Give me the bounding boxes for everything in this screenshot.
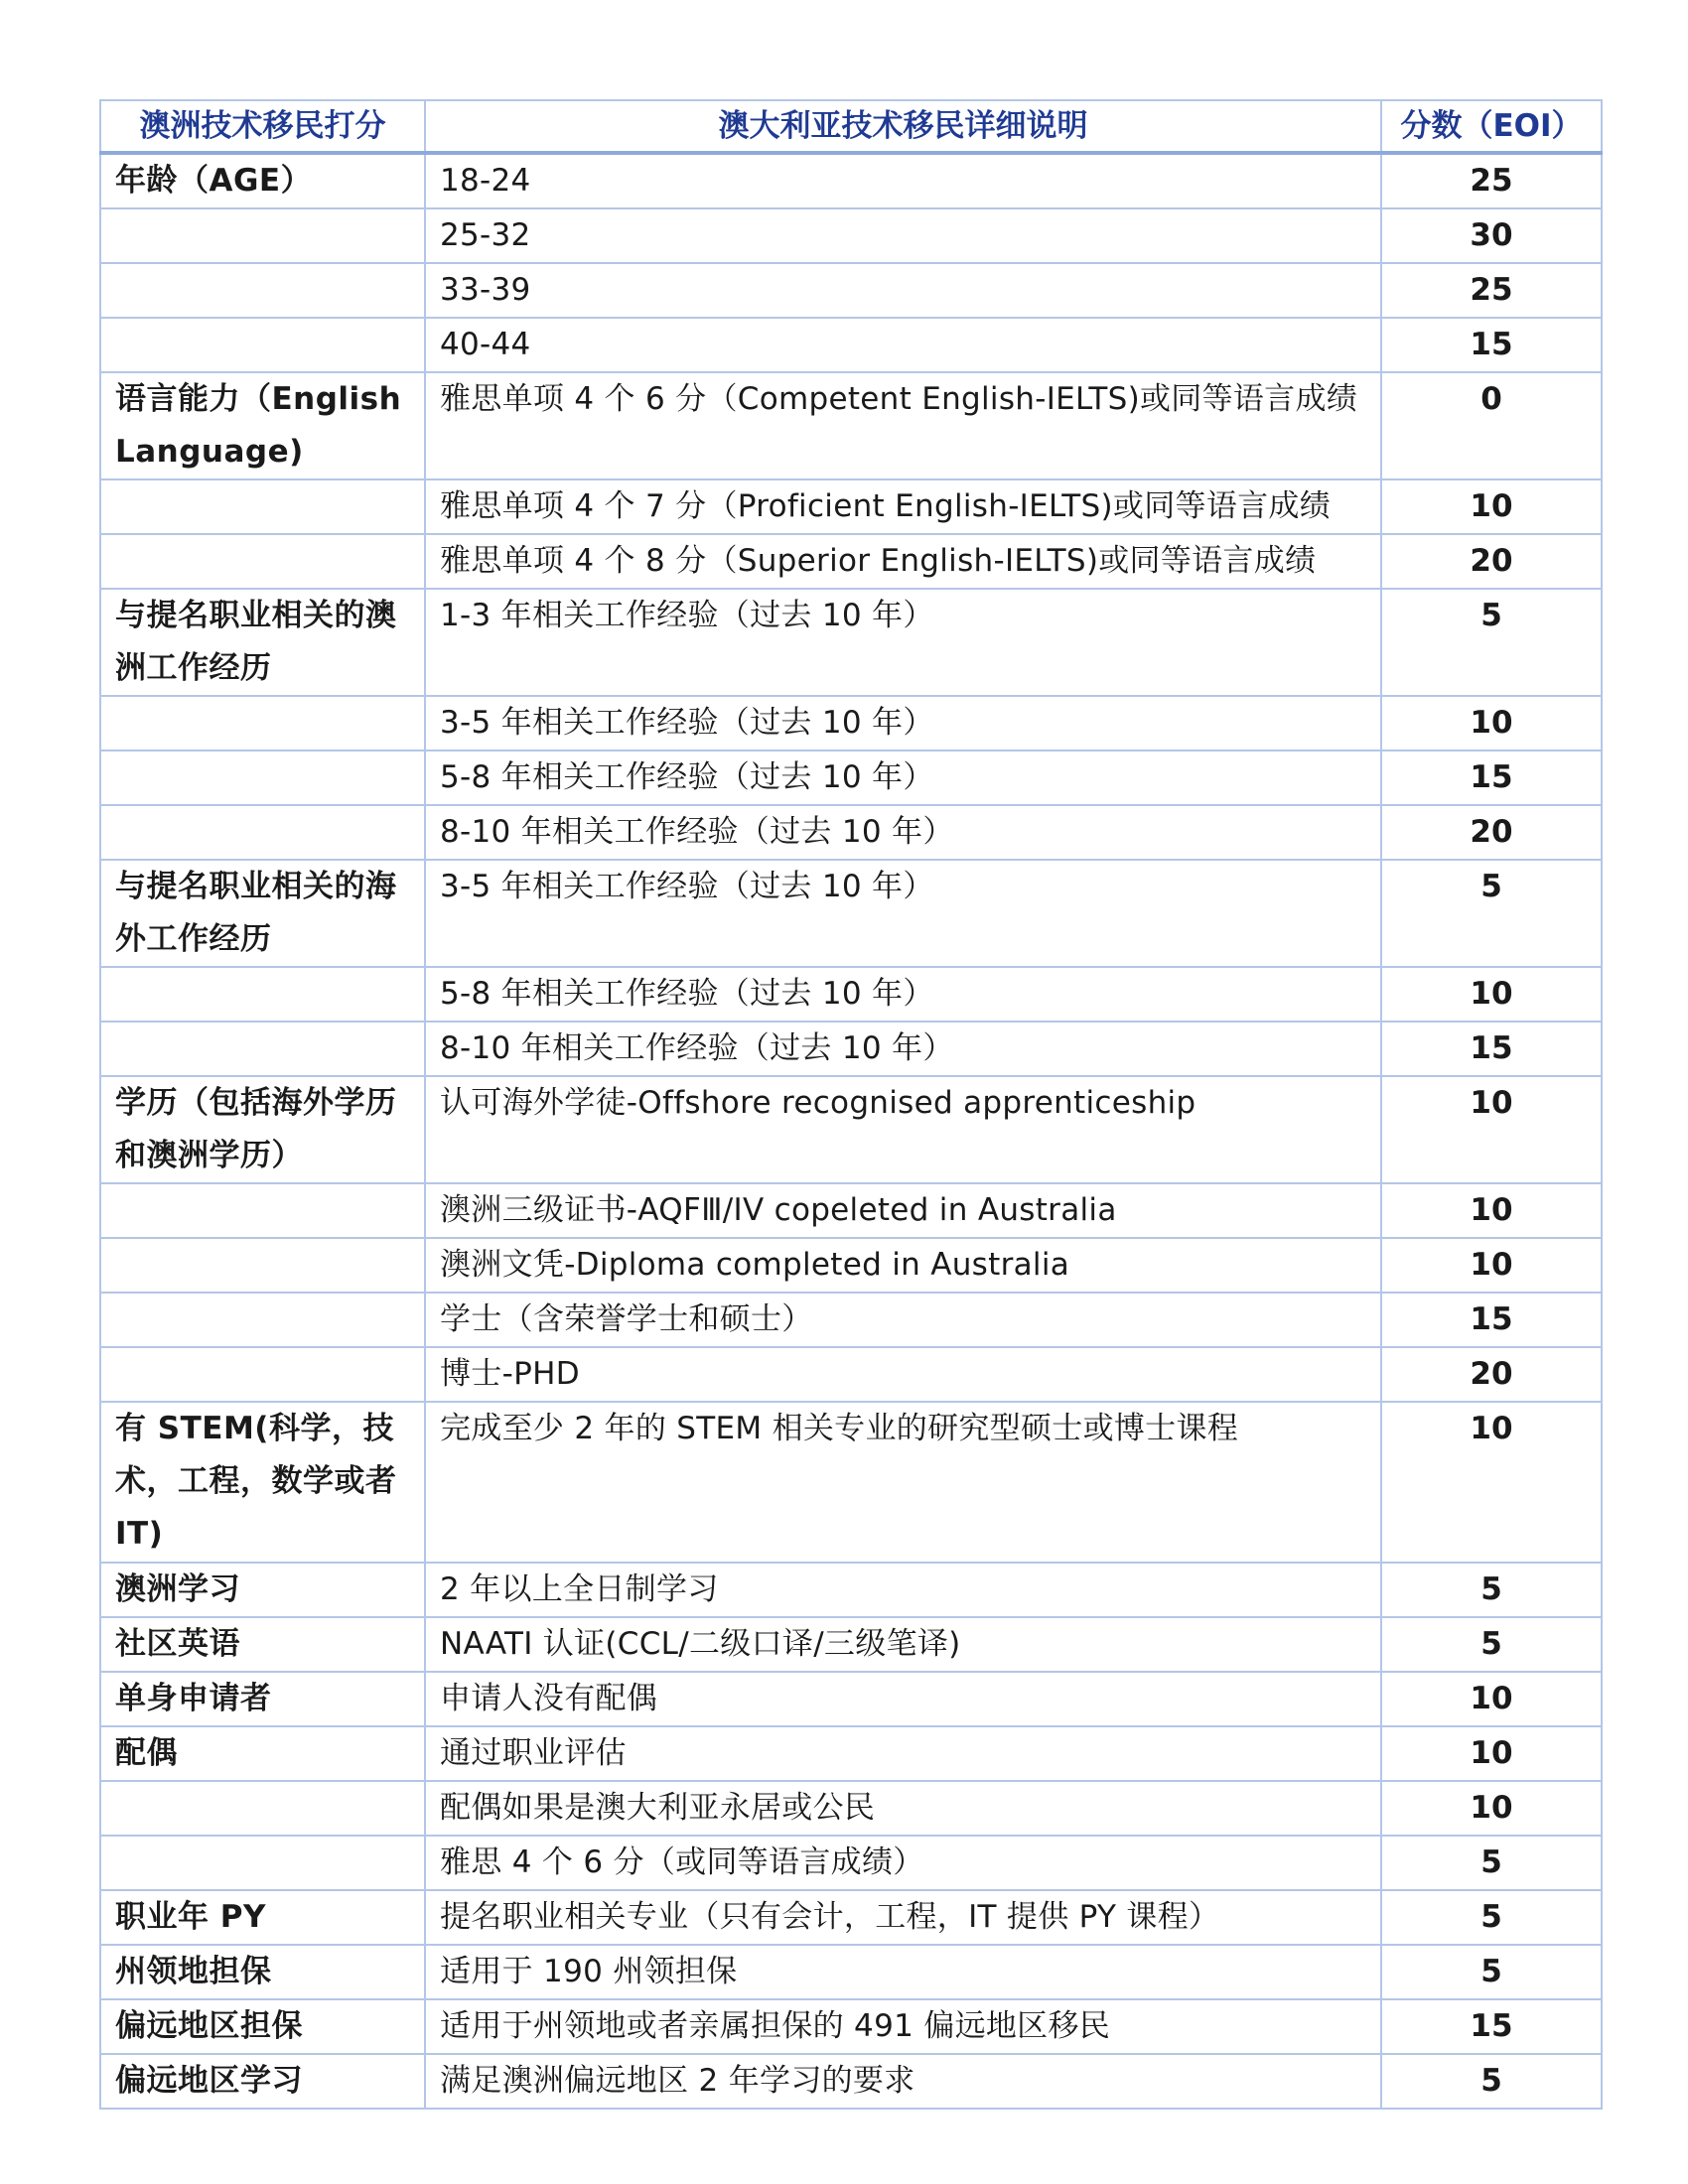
points-cell: 15 xyxy=(1381,1022,1602,1076)
points-cell: 10 xyxy=(1381,1781,1602,1836)
category-cell: 州领地担保 xyxy=(100,1945,425,1999)
points-cell: 20 xyxy=(1381,534,1602,589)
header-row xyxy=(100,100,1602,153)
table-row xyxy=(100,1402,1602,1563)
points-cell: 30 xyxy=(1381,208,1602,263)
description-cell: 1-3 年相关工作经验（过去 10 年） xyxy=(425,589,1381,696)
description-cell: 18-24 xyxy=(425,153,1381,208)
points-cell: 5 xyxy=(1381,2054,1602,2109)
category-cell: 语言能力（English Language) xyxy=(100,372,425,479)
table-row xyxy=(100,1672,1602,1726)
table-row xyxy=(100,263,1602,318)
category-cell: 与提名职业相关的澳洲工作经历 xyxy=(100,589,425,696)
points-cell: 10 xyxy=(1381,1672,1602,1726)
points-cell: 10 xyxy=(1381,967,1602,1022)
table-row xyxy=(100,1238,1602,1293)
category-cell xyxy=(100,1781,425,1836)
category-cell: 学历（包括海外学历和澳洲学历） xyxy=(100,1076,425,1183)
description-cell: 33-39 xyxy=(425,263,1381,318)
document-page xyxy=(99,99,1601,2110)
table-row xyxy=(100,1022,1602,1076)
description-cell: 满足澳洲偏远地区 2 年学习的要求 xyxy=(425,2054,1381,2109)
category-cell: 社区英语 xyxy=(100,1617,425,1672)
category-cell: 单身申请者 xyxy=(100,1672,425,1726)
points-cell: 5 xyxy=(1381,860,1602,967)
table-row xyxy=(100,1347,1602,1402)
points-cell: 10 xyxy=(1381,696,1602,751)
points-table xyxy=(99,99,1603,2110)
table-row xyxy=(100,1836,1602,1890)
table-row xyxy=(100,1726,1602,1781)
description-cell: 认可海外学徒-Offshore recognised apprenticeship xyxy=(425,1076,1381,1183)
table-row xyxy=(100,153,1602,208)
description-cell: 配偶如果是澳大利亚永居或公民 xyxy=(425,1781,1381,1836)
description-cell: 5-8 年相关工作经验（过去 10 年） xyxy=(425,967,1381,1022)
category-cell: 澳洲学习 xyxy=(100,1563,425,1617)
description-cell: 25-32 xyxy=(425,208,1381,263)
points-cell: 15 xyxy=(1381,1293,1602,1347)
table-row xyxy=(100,860,1602,967)
table-row xyxy=(100,967,1602,1022)
category-cell: 职业年 PY xyxy=(100,1890,425,1945)
category-cell: 配偶 xyxy=(100,1726,425,1781)
points-cell: 10 xyxy=(1381,1238,1602,1293)
category-cell: 偏远地区学习 xyxy=(100,2054,425,2109)
description-cell: 申请人没有配偶 xyxy=(425,1672,1381,1726)
points-cell: 5 xyxy=(1381,589,1602,696)
table-row xyxy=(100,208,1602,263)
description-cell: 适用于州领地或者亲属担保的 491 偏远地区移民 xyxy=(425,1999,1381,2054)
description-cell: 雅思单项 4 个 7 分（Proficient English-IELTS)或同等语言成绩 xyxy=(425,479,1381,534)
description-cell: 博士-PHD xyxy=(425,1347,1381,1402)
description-cell: 雅思单项 4 个 6 分（Competent English-IELTS)或同等语言成绩 xyxy=(425,372,1381,479)
description-cell: 澳洲文凭-Diploma completed in Australia xyxy=(425,1238,1381,1293)
table-row xyxy=(100,1945,1602,1999)
points-cell: 5 xyxy=(1381,1945,1602,1999)
description-cell: 3-5 年相关工作经验（过去 10 年） xyxy=(425,696,1381,751)
category-cell xyxy=(100,208,425,263)
header-category: 澳洲技术移民打分 xyxy=(100,100,425,153)
header-description: 澳大利亚技术移民详细说明 xyxy=(425,100,1381,153)
description-cell: 雅思 4 个 6 分（或同等语言成绩） xyxy=(425,1836,1381,1890)
table-row xyxy=(100,805,1602,860)
category-cell xyxy=(100,751,425,805)
category-cell: 偏远地区担保 xyxy=(100,1999,425,2054)
table-row xyxy=(100,1999,1602,2054)
points-cell: 5 xyxy=(1381,1617,1602,1672)
description-cell: 雅思单项 4 个 8 分（Superior English-IELTS)或同等语言成绩 xyxy=(425,534,1381,589)
points-cell: 0 xyxy=(1381,372,1602,479)
description-cell: 2 年以上全日制学习 xyxy=(425,1563,1381,1617)
table-row xyxy=(100,479,1602,534)
table-row xyxy=(100,1617,1602,1672)
table-row xyxy=(100,1890,1602,1945)
description-cell: 8-10 年相关工作经验（过去 10 年） xyxy=(425,805,1381,860)
category-cell xyxy=(100,805,425,860)
points-cell: 20 xyxy=(1381,805,1602,860)
table-row xyxy=(100,1076,1602,1183)
category-cell xyxy=(100,263,425,318)
points-cell: 5 xyxy=(1381,1563,1602,1617)
category-cell xyxy=(100,479,425,534)
points-cell: 15 xyxy=(1381,318,1602,372)
category-cell xyxy=(100,1836,425,1890)
points-cell: 5 xyxy=(1381,1890,1602,1945)
category-cell xyxy=(100,696,425,751)
description-cell: 学士（含荣誉学士和硕士） xyxy=(425,1293,1381,1347)
points-cell: 10 xyxy=(1381,479,1602,534)
category-cell: 与提名职业相关的海外工作经历 xyxy=(100,860,425,967)
table-row xyxy=(100,696,1602,751)
description-cell: 3-5 年相关工作经验（过去 10 年） xyxy=(425,860,1381,967)
table-row xyxy=(100,589,1602,696)
points-cell: 25 xyxy=(1381,153,1602,208)
points-cell: 10 xyxy=(1381,1726,1602,1781)
category-cell xyxy=(100,318,425,372)
category-cell xyxy=(100,967,425,1022)
category-cell xyxy=(100,534,425,589)
table-row xyxy=(100,2054,1602,2109)
table-row xyxy=(100,1563,1602,1617)
category-cell xyxy=(100,1183,425,1238)
description-cell: NAATI 认证(CCL/二级口译/三级笔译) xyxy=(425,1617,1381,1672)
description-cell: 澳洲三级证书-AQFⅢ/IV copeleted in Australia xyxy=(425,1183,1381,1238)
description-cell: 通过职业评估 xyxy=(425,1726,1381,1781)
table-row xyxy=(100,751,1602,805)
description-cell: 40-44 xyxy=(425,318,1381,372)
category-cell xyxy=(100,1238,425,1293)
table-row xyxy=(100,318,1602,372)
points-cell: 20 xyxy=(1381,1347,1602,1402)
category-cell xyxy=(100,1293,425,1347)
category-cell xyxy=(100,1022,425,1076)
points-cell: 10 xyxy=(1381,1076,1602,1183)
table-row xyxy=(100,1781,1602,1836)
table-row xyxy=(100,1183,1602,1238)
points-cell: 25 xyxy=(1381,263,1602,318)
points-cell: 15 xyxy=(1381,751,1602,805)
description-cell: 适用于 190 州领担保 xyxy=(425,1945,1381,1999)
description-cell: 5-8 年相关工作经验（过去 10 年） xyxy=(425,751,1381,805)
points-cell: 15 xyxy=(1381,1999,1602,2054)
category-cell: 年龄（AGE） xyxy=(100,153,425,208)
points-cell: 10 xyxy=(1381,1402,1602,1563)
table-row xyxy=(100,1293,1602,1347)
table-row xyxy=(100,372,1602,479)
header-points: 分数（EOI） xyxy=(1381,100,1602,153)
description-cell: 提名职业相关专业（只有会计，工程，IT 提供 PY 课程） xyxy=(425,1890,1381,1945)
points-cell: 5 xyxy=(1381,1836,1602,1890)
points-cell: 10 xyxy=(1381,1183,1602,1238)
category-cell: 有 STEM(科学，技术，工程，数学或者 IT) xyxy=(100,1402,425,1563)
description-cell: 8-10 年相关工作经验（过去 10 年） xyxy=(425,1022,1381,1076)
description-cell: 完成至少 2 年的 STEM 相关专业的研究型硕士或博士课程 xyxy=(425,1402,1381,1563)
table-row xyxy=(100,534,1602,589)
category-cell xyxy=(100,1347,425,1402)
